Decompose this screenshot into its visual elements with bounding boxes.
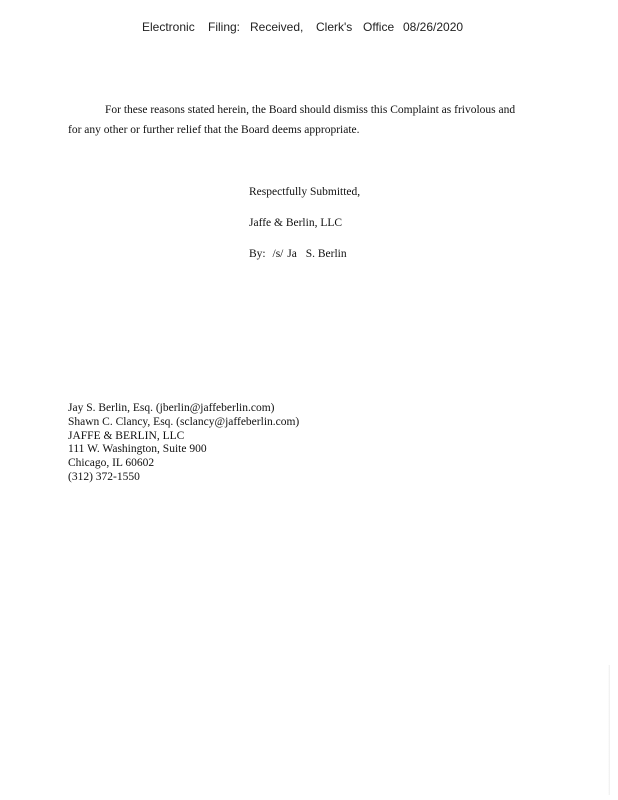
address-line: JAFFE & BERLIN, LLC	[68, 429, 185, 442]
header-received: Received,	[250, 20, 304, 34]
header-clerks: Clerk's	[316, 20, 353, 34]
header-electronic: Electronic	[142, 20, 195, 34]
address-line: (312) 372-1550	[68, 470, 140, 483]
conclusion-paragraph	[68, 104, 548, 136]
header-office: Office	[363, 20, 395, 34]
address-line: Jay S. Berlin, Esq. (jberlin@jaffeberlin.com)	[68, 402, 275, 414]
signature-slash: /s/	[272, 248, 284, 260]
attorney-address-block	[68, 402, 299, 485]
address-line: Shawn C. Clancy, Esq. (sclancy@jaffeberlin.com)	[68, 415, 300, 428]
address-line: Chicago, IL 60602	[68, 457, 155, 470]
scan-edge-shadow	[608, 665, 610, 795]
signature-by-line	[249, 248, 347, 260]
paragraph-line-1: For these reasons stated herein, the Board should dismiss this Complaint as frivolous and	[105, 104, 516, 116]
signature-name-part2: S. Berlin	[305, 248, 347, 260]
signature-name-part1: Ja	[287, 248, 297, 260]
signature-closing: Respectfully Submitted,	[249, 186, 361, 198]
signature-by-label: By:	[249, 248, 266, 260]
paragraph-line-2: for any other or further relief that the Board deems appropriate.	[68, 124, 360, 136]
address-line: 111 W. Washington, Suite 900	[68, 443, 207, 456]
header-filing: Filing:	[208, 20, 241, 34]
header-date: 08/26/2020	[403, 20, 464, 34]
signature-firm: Jaffe & Berlin, LLC	[249, 217, 343, 229]
